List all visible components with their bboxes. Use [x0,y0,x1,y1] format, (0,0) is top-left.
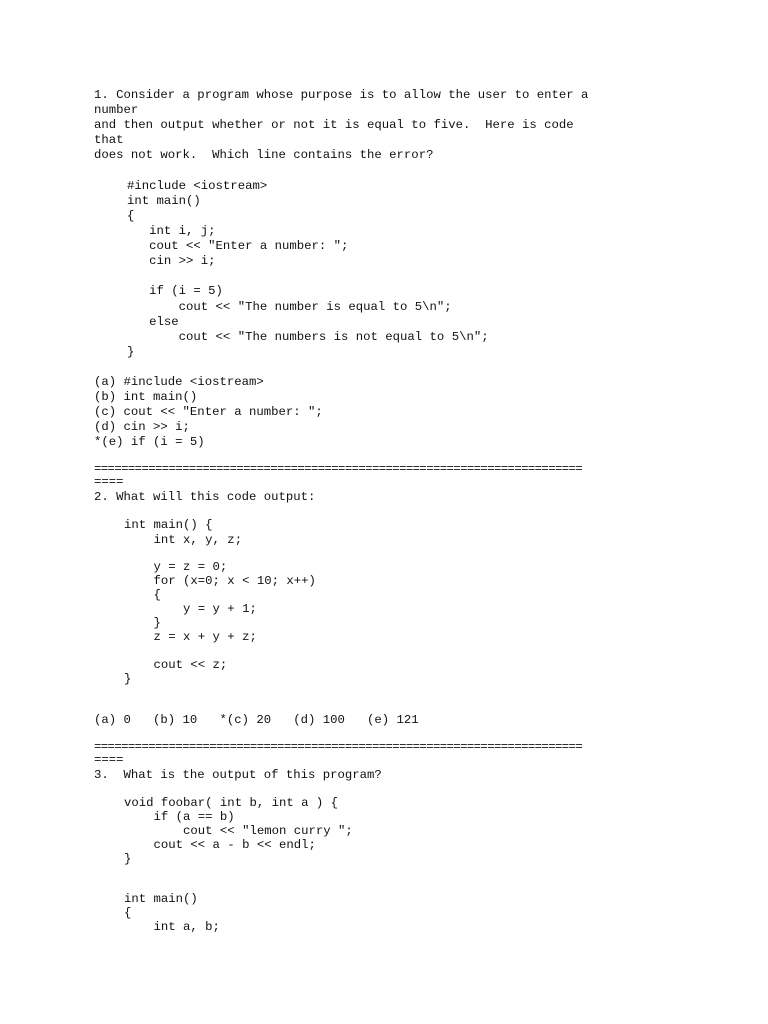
q1-prompt-line-5: does not work. Which line contains the error? [94,148,434,162]
q1-code-line: cin >> i; [127,254,216,268]
q2-prompt: 2. What will this code output: [94,490,316,504]
q1-code-line: #include <iostream> [127,179,268,193]
separator-line: ======================================================================== [94,740,583,754]
q1-code-line: { [127,209,135,223]
q1-option-c: (c) cout << "Enter a number: "; [94,405,323,419]
q2-code-line: int main() { [124,518,213,532]
q2-code-line: } [124,616,161,630]
q2-code-line: y = y + 1; [124,602,257,616]
q2-code-line: int x, y, z; [124,533,243,547]
q2-options: (a) 0 (b) 10 *(c) 20 (d) 100 (e) 121 [94,713,419,727]
q3-code-line: if (a == b) [124,810,235,824]
q2-code-line: y = z = 0; [124,560,228,574]
q3-code-line: cout << "lemon curry "; [124,824,353,838]
q2-code-line: } [124,672,132,686]
q3-prompt: 3. What is the output of this program? [94,768,382,782]
separator-line: ======================================================================== [94,462,583,476]
q1-code-line: cout << "The numbers is not equal to 5\n"; [127,330,489,344]
q3-code-line: { [124,906,132,920]
q1-prompt-line-1: 1. Consider a program whose purpose is to allow the user to enter a [94,88,589,102]
q1-code-line: if (i = 5) [127,284,223,298]
q1-code-line: int i, j; [127,224,216,238]
q1-code-line: int main() [127,194,201,208]
q1-option-e-answer: *(e) if (i = 5) [94,435,205,449]
q1-option-a: (a) #include <iostream> [94,375,264,389]
q3-code-line: void foobar( int b, int a ) { [124,796,339,810]
q1-code-line: cout << "The number is equal to 5\n"; [127,300,452,314]
q1-prompt-line-4: that [94,133,124,147]
q2-code-line: { [124,588,161,602]
q1-prompt-line-3: and then output whether or not it is equal to five. Here is code [94,118,574,132]
q3-code-line: cout << a - b << endl; [124,838,316,852]
q3-code-line: int main() [124,892,198,906]
q3-code-line: } [124,852,132,866]
q1-prompt-line-2: number [94,103,139,117]
separator-tail: ==== [94,753,124,767]
q1-code-line: else [127,315,179,329]
q2-code-line: for (x=0; x < 10; x++) [124,574,316,588]
q3-code-line: int a, b; [124,920,220,934]
q1-code-line: cout << "Enter a number: "; [127,239,349,253]
q2-code-line: z = x + y + z; [124,630,257,644]
q1-code-line: } [127,345,135,359]
separator-tail: ==== [94,475,124,489]
q2-code-line: cout << z; [124,658,228,672]
q1-option-d: (d) cin >> i; [94,420,190,434]
q1-option-b: (b) int main() [94,390,198,404]
